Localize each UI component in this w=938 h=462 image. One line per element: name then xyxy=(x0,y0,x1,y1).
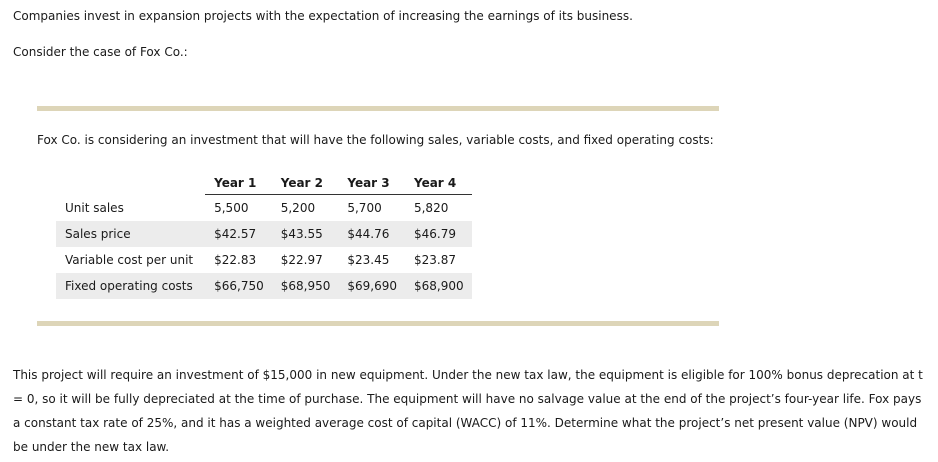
cell-value: $68,900 xyxy=(405,273,472,299)
cell-value: 5,700 xyxy=(347,201,382,215)
cell-value: $66,750 xyxy=(205,273,272,299)
case-heading: Consider the case of Fox Co.: xyxy=(13,45,188,59)
header-year-1: Year 1 xyxy=(205,171,272,195)
row-label: Unit sales xyxy=(65,200,124,215)
cell-value: $42.57 xyxy=(205,221,272,247)
cell-value: $69,690 xyxy=(338,273,405,299)
divider-top xyxy=(37,106,719,111)
cell-value: $22.97 xyxy=(280,253,323,267)
problem-paragraph: This project will require an investment of $15,000 in new equipment. Under the new tax law, the equipment is eligible for 100% bonus deprecation at t = 0, so it will be fully depreciated at the time of purchase. The equipment will have no salvage value at the end of the project’s four-year life. Fox pays a constant tax rate of 25%, and it has a weighted average cost of capital (WACC) of 11%. Determine what the project’s net present value (NPV) would be under the new tax law. xyxy=(13,368,923,454)
table-header-row xyxy=(56,171,472,195)
intro-text: Companies invest in expansion projects with the expectation of increasing the earnings of its business. xyxy=(13,9,633,23)
cell-value: $23.45 xyxy=(347,253,390,267)
row-label: Variable cost per unit xyxy=(65,253,194,267)
table-row-fixed-costs xyxy=(56,273,472,299)
row-label: Fixed operating costs xyxy=(56,273,205,299)
cost-table xyxy=(56,171,472,299)
cell-value: 5,200 xyxy=(280,201,316,215)
cell-value: $43.55 xyxy=(272,221,339,247)
header-year-2: Year 2 xyxy=(272,171,339,195)
table-lead-text: Fox Co. is considering an investment that will have the following sales, variable costs, and fixed operating costs: xyxy=(37,133,714,147)
cell-value: $68,950 xyxy=(272,273,339,299)
cell-value: 5,820 xyxy=(413,201,449,215)
divider-bottom xyxy=(37,321,719,326)
cell-value: $23.87 xyxy=(413,253,456,267)
table-row-variable-cost xyxy=(56,247,472,273)
cell-value: $44.76 xyxy=(338,221,405,247)
cell-value: 5,500 xyxy=(214,201,249,215)
row-label: Sales price xyxy=(56,221,205,247)
header-year-3: Year 3 xyxy=(338,171,405,195)
table-row-unit-sales xyxy=(56,195,472,222)
header-year-4: Year 4 xyxy=(405,171,472,195)
cell-value: $22.83 xyxy=(214,253,257,267)
header-corner xyxy=(56,171,205,195)
cell-value: $46.79 xyxy=(405,221,472,247)
table-row-sales-price xyxy=(56,221,472,247)
